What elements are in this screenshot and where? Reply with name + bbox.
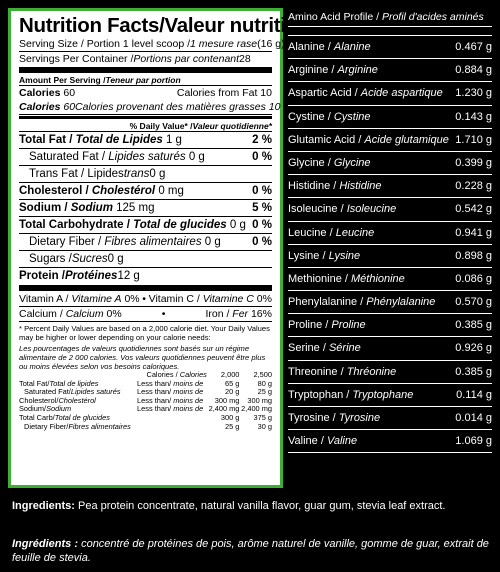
protein-row <box>19 268 272 284</box>
trans-fat-row <box>19 166 272 183</box>
amino-name-fr: Isoleucine <box>346 203 397 216</box>
iron-fr: Fer <box>232 307 249 320</box>
ingredients-text-fr: concentré de protéines de pois, arôme naturel de vanille, gomme de guar, extrait de feuille de stevia. <box>12 538 489 564</box>
amino-value: 0.898 g <box>455 249 492 262</box>
amino-name-en: Cystine / <box>288 110 334 123</box>
amino-name-en: Lysine / <box>288 249 329 262</box>
calories-fat-fr: Calories provenant des matières grasses 10 <box>75 100 281 113</box>
amino-name-fr: Proline <box>331 319 366 332</box>
ingredients-label-en: Ingredients: <box>12 500 75 512</box>
amino-name-fr: Acide glutamique <box>364 133 449 146</box>
vitamins-row <box>19 292 272 307</box>
dv-less-en: Less than/ <box>137 404 172 414</box>
sat-fat-row <box>19 149 272 166</box>
amino-name-fr: Alanine <box>333 41 371 53</box>
label-title: Nutrition Facts/Valeur nutritive <box>19 14 308 37</box>
table-head-cal-en: Calories / <box>146 370 180 379</box>
amino-name-en: Leucine / <box>288 226 336 239</box>
vitc-dv: 0% <box>253 292 272 305</box>
iron-dv: 16% <box>248 307 272 320</box>
amino-value: 0.014 g <box>455 412 492 424</box>
dv-less-fr: moins de <box>171 395 204 405</box>
table-head-2000: 2,000 <box>220 370 240 379</box>
calories-fr-val: 60 <box>60 100 76 113</box>
amount-fr: Teneur par portion <box>105 74 181 85</box>
amino-name-en: Phenylalanine / <box>288 296 367 309</box>
amino-row <box>288 222 492 245</box>
bullet-dot: • <box>142 292 146 305</box>
amino-row <box>288 175 492 198</box>
amino-name-en: Valine / <box>288 435 327 448</box>
amino-row <box>288 430 492 453</box>
dv-nutrient-en: Sodium/ <box>19 404 47 414</box>
amino-name-fr: Cystine <box>333 110 371 123</box>
amino-value: 0.542 g <box>455 203 492 216</box>
amino-value: 0.385 g <box>455 319 492 332</box>
amino-name-fr: Glycine <box>333 156 371 169</box>
amino-row <box>288 152 492 175</box>
dv-less-en: Less than/ <box>137 395 172 405</box>
amino-value: 1.230 g <box>455 87 492 100</box>
calcium-dv: 0% <box>103 307 122 320</box>
dv-less-fr: moins de <box>171 387 204 397</box>
serving-size-en: Serving Size / Portion 1 level scoop / <box>19 37 191 50</box>
divider-medium <box>19 116 272 119</box>
carb-amt: 0 g <box>226 218 246 231</box>
trans-fat-en: Trans Fat / Lipides <box>29 167 124 180</box>
footnote-en: * Percent Daily Values are based on a 2,000 calorie diet. Your Daily Values may be higher or lower depending on your calorie needs: <box>19 324 270 342</box>
sodium-fr: Sodium <box>70 201 113 214</box>
dv-nutrient-en: Dietary Fiber/ <box>24 421 69 431</box>
dv-header-fr: Valeur quotidienne* <box>192 120 272 131</box>
amino-row <box>288 268 492 291</box>
amino-value: 0.926 g <box>455 342 492 355</box>
amount-en: Amount Per Serving / <box>19 74 106 85</box>
amino-name-en: Proline / <box>288 319 332 332</box>
sat-fat-amt: 0 g <box>185 150 205 163</box>
sugars-row <box>19 251 272 268</box>
amino-value: 0.228 g <box>455 180 492 193</box>
amino-title-en: Amino Acid Profile / <box>288 11 382 23</box>
amino-name-fr: Leucine <box>335 226 375 239</box>
amino-name-fr: Tryptophane <box>352 388 414 401</box>
sodium-en: Sodium / <box>19 201 71 214</box>
amino-row <box>288 314 492 337</box>
calcium-en: Calcium / <box>19 307 66 320</box>
amino-name-fr: Tyrosine <box>338 412 381 424</box>
sugars-en: Sugars / <box>29 252 72 265</box>
fiber-fr: Fibres alimentaires <box>104 235 202 248</box>
sodium-amt: 125 mg <box>112 201 155 214</box>
calories-fat: Calories from Fat 10 <box>176 86 272 99</box>
amino-value: 0.086 g <box>455 272 492 285</box>
amino-name-en: Tyrosine / <box>288 412 339 424</box>
amino-row <box>288 106 492 129</box>
amino-value: 0.941 g <box>455 226 492 239</box>
sat-fat-en: Saturated Fat / <box>29 150 109 163</box>
ingredients-fr <box>12 538 490 565</box>
servings-num: 28 <box>239 52 251 65</box>
trans-fat-fr: trans <box>123 167 150 180</box>
serving-size-row <box>19 37 285 52</box>
calories-val: 60 <box>60 86 76 99</box>
amino-row <box>288 291 492 314</box>
bullet-dot: • <box>161 307 166 320</box>
dv-2000: 25 g <box>225 421 240 431</box>
vita-dv: 0% <box>121 292 140 305</box>
amino-name-fr: Histidine <box>339 180 382 193</box>
amino-value: 0.385 g <box>455 365 492 378</box>
vitc-en: Vitamin C / <box>148 292 203 305</box>
divider-thick <box>19 67 272 73</box>
dv-header <box>19 120 272 132</box>
total-fat-row <box>19 132 272 149</box>
dv-2500: 80 g <box>257 378 272 388</box>
vita-fr: Vitamine A <box>71 292 122 305</box>
chol-fr: Cholestérol <box>91 184 156 197</box>
dv-2500: 25 g <box>257 387 272 397</box>
amino-value: 0.143 g <box>455 110 492 123</box>
dv-2000: 65 g <box>225 378 240 388</box>
amino-row <box>288 198 492 221</box>
amount-per-serving <box>19 74 272 86</box>
dv-nutrient-fr: Fibres alimentaires <box>68 421 131 431</box>
dv-nutrient-en: Saturated Fat/ <box>24 387 71 397</box>
amino-row <box>288 245 492 268</box>
amino-title <box>288 8 492 27</box>
dv-2000: 20 g <box>225 387 240 397</box>
servings-fr: Portions par contenant <box>133 52 240 65</box>
amino-name-en: Threonine / <box>288 365 347 378</box>
protein-amt: 12 g <box>117 269 140 282</box>
amino-name-en: Methionine / <box>288 272 351 285</box>
amino-row <box>288 36 492 59</box>
dv-2000: 300 mg <box>214 395 240 405</box>
amino-row <box>288 337 492 360</box>
carb-row <box>19 217 272 234</box>
amino-row <box>288 129 492 152</box>
calories-en: Calories <box>19 86 61 99</box>
calories-fr-row <box>19 100 281 115</box>
amino-name-en: Arginine / <box>288 64 338 77</box>
amino-value: 0.884 g <box>455 64 492 77</box>
total-fat-amt: 1 g <box>162 133 182 146</box>
table-row <box>19 423 272 432</box>
chol-dv: 0 % <box>252 184 272 197</box>
amino-name-en: Histidine / <box>288 180 340 193</box>
amino-name-en: Glutamic Acid / <box>288 133 365 146</box>
sugars-fr: Sucres <box>71 252 108 265</box>
dv-nutrient-en: Total Fat/ <box>19 378 50 388</box>
cholesterol-row <box>19 183 272 200</box>
fiber-row <box>19 234 272 251</box>
dv-2500: 375 g <box>253 412 272 422</box>
dv-2500: 30 g <box>257 421 272 431</box>
footnote-fr: Les pourcentages de valeurs quotidiennes sont basés sur un régime alimentaire de 2 000 calories. Vos valeurs quotidiennes peuvent être plus ou moins élevées selon vos besoins caloriques. <box>19 344 266 371</box>
sat-fat-fr: Lipides saturés <box>108 150 186 163</box>
vitc-fr: Vitamine C <box>202 292 254 305</box>
iron-en: Iron / <box>205 307 233 320</box>
amino-value: 1.710 g <box>455 133 492 146</box>
dv-2000: 300 g <box>220 412 240 422</box>
amino-row <box>288 59 492 82</box>
dv-less-en: Less than/ <box>137 378 172 388</box>
amino-name-en: Glycine / <box>288 156 334 169</box>
amino-name-fr: Méthionine <box>350 272 405 285</box>
dv-less-fr: moins de <box>171 378 204 388</box>
dv-less-en: Less than/ <box>137 387 172 397</box>
ingredients-text-en: Pea protein concentrate, natural vanilla flavor, guar gum, stevia leaf extract. <box>74 500 446 512</box>
amino-name-fr: Acide aspartique <box>360 87 443 100</box>
sat-fat-dv: 0 % <box>252 150 272 163</box>
amino-name-fr: Sérine <box>328 342 361 355</box>
amino-name-en: Serine / <box>288 342 329 355</box>
amino-title-fr: Profil d'acides aminés <box>381 11 484 23</box>
total-fat-en: Total Fat / <box>19 133 76 146</box>
carb-dv: 0 % <box>252 218 272 231</box>
table-head-cal-fr: Calories <box>179 370 207 379</box>
amino-name-fr: Lysine <box>328 249 361 262</box>
fiber-dv: 0 % <box>252 235 272 248</box>
dv-nutrient-en: Cholesterol/ <box>19 395 59 405</box>
amino-value: 0.467 g <box>455 41 492 53</box>
dv-nutrient-en: Total Carb/ <box>19 412 55 422</box>
calories-row <box>19 86 272 100</box>
dv-header-en: % Daily Value* / <box>129 120 193 131</box>
amino-value: 0.570 g <box>455 296 492 309</box>
amino-value: 0.114 g <box>456 388 492 401</box>
dv-nutrient-fr: Sodium <box>46 404 72 414</box>
serving-size-amt: (16 g) <box>257 37 285 50</box>
amino-row <box>288 384 492 407</box>
sugars-amt: 0 g <box>107 252 124 265</box>
chol-amt: 0 mg <box>155 184 184 197</box>
chol-en: Cholesterol / <box>19 184 92 197</box>
sodium-row <box>19 200 272 217</box>
amino-name-en: Aspartic Acid / <box>288 87 361 100</box>
fiber-en: Dietary Fiber / <box>29 235 105 248</box>
amino-row <box>288 82 492 105</box>
ingredients-en <box>12 500 490 514</box>
dv-2000: 2,400 mg <box>208 404 240 414</box>
amino-name-fr: Phénylalanine <box>366 296 436 309</box>
dv-nutrient-fr: Cholestérol <box>58 395 96 405</box>
total-fat-fr: Total de Lipides <box>75 133 163 146</box>
dv-2500: 300 mg <box>247 395 272 405</box>
amino-name-fr: Thréonine <box>346 365 397 378</box>
trans-fat-amt: 0 g <box>149 167 166 180</box>
servings-en: Servings Per Container / <box>19 52 134 65</box>
dv-less-fr: moins de <box>171 404 204 414</box>
ingredients-label-fr: Ingrédients : <box>12 538 79 550</box>
dv-nutrient-fr: Total de glucides <box>54 412 110 422</box>
amino-row <box>288 361 492 384</box>
dv-nutrient-fr: Lipides saturés <box>70 387 121 397</box>
daily-value-table <box>19 371 272 431</box>
total-fat-dv: 2 % <box>252 133 272 146</box>
serving-size-fr: 1 mesure rase <box>190 37 258 50</box>
vita-en: Vitamin A / <box>19 292 72 305</box>
dv-nutrient-fr: Total de lipides <box>49 378 99 388</box>
amino-name-en: Isoleucine / <box>288 203 347 216</box>
dv-2500: 2,400 mg <box>241 404 272 414</box>
divider-thick-2 <box>19 285 272 291</box>
fiber-amt: 0 g <box>201 235 221 248</box>
amino-name-en: Alanine / <box>288 41 334 53</box>
amino-name-en: Tryptophan / <box>288 388 353 401</box>
protein-en: Protein / <box>19 269 66 282</box>
amino-name-fr: Arginine <box>337 64 378 77</box>
minerals-row <box>19 307 272 322</box>
amino-name-fr: Valine <box>326 435 358 448</box>
amino-acid-profile <box>288 8 492 453</box>
calories-fr: Calories <box>19 100 61 113</box>
amino-value: 1.069 g <box>455 435 492 448</box>
amino-row <box>288 407 492 430</box>
table-head-2500: 2,500 <box>253 370 272 379</box>
amino-value: 0.399 g <box>455 156 492 169</box>
carb-en: Total Carbohydrate / <box>19 218 134 231</box>
calcium-fr: Calcium <box>65 307 104 320</box>
carb-fr: Total de glucides <box>133 218 227 231</box>
servings-row <box>19 52 272 66</box>
sodium-dv: 5 % <box>252 201 272 214</box>
protein-fr: Protéines <box>65 269 118 282</box>
